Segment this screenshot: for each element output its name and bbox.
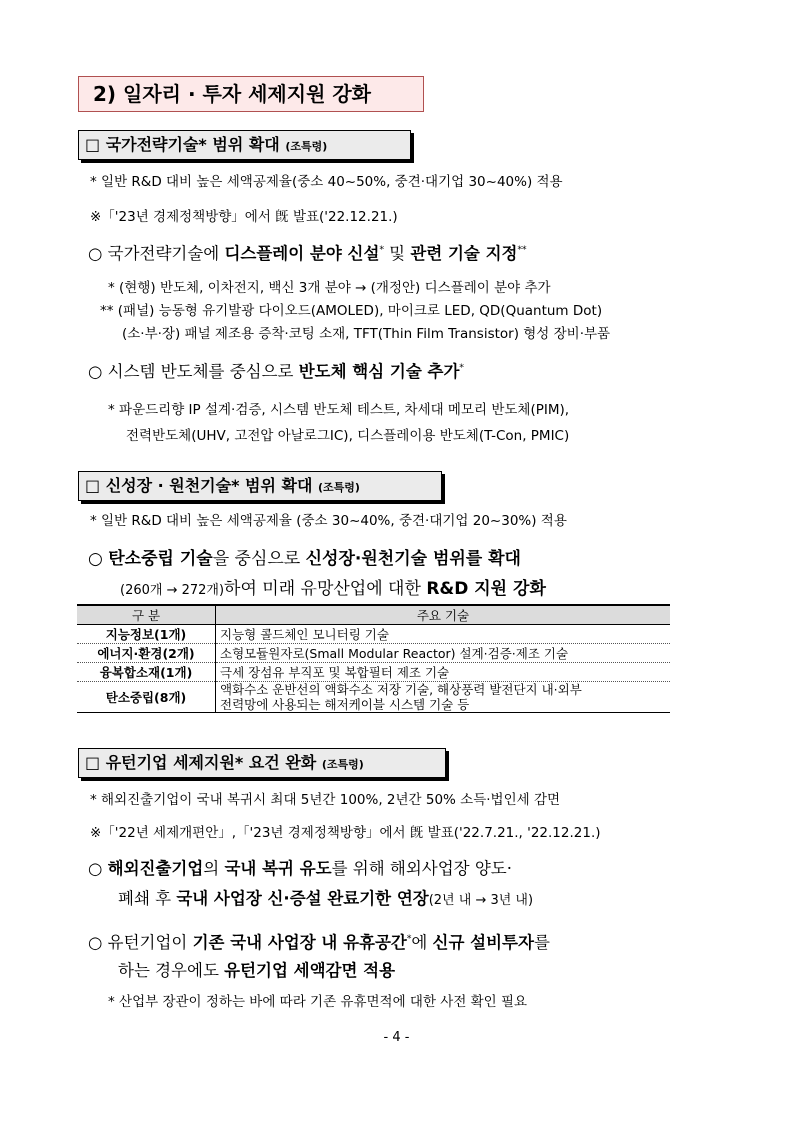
page-title: 2) 일자리 · 투자 세제지원 강화 <box>78 76 424 112</box>
table-cell-category: 탄소중립(8개) <box>77 682 216 713</box>
table-cell-tech: 액화수소 운반선의 액화수소 저장 기술, 해상풍력 발전단지 내·외부 전력망에 사용되는 해저케이블 시스템 기술 등 <box>216 682 671 713</box>
bullet-reshoring-idle-space: ○ 유턴기업이 기존 국내 사업장 내 유휴공간*에 신규 설비투자를 <box>88 933 550 952</box>
bullet-display-field: ○ 국가전략기술에 디스플레이 분야 신설* 및 관련 기술 지정** <box>88 244 527 263</box>
table-header-row <box>77 605 670 625</box>
section-header-reshoring <box>78 748 446 778</box>
table-cell-tech: 극세 장섬유 부직포 및 복합필터 제조 기술 <box>216 663 671 682</box>
tech-table <box>77 604 670 713</box>
table-cell-category: 융복합소재(1개) <box>77 663 216 682</box>
section-header-text: □ 국가전략기술* 범위 확대 <box>85 135 280 154</box>
bullet-reshoring-deadline: ○ 해외진출기업의 국내 복귀 유도를 위해 해외사업장 양도· <box>88 859 512 878</box>
table-row <box>77 625 670 644</box>
section-header-national-strategic-tech <box>78 130 411 160</box>
sub-note: * (현행) 반도체, 이차전지, 백신 3개 분야 → (개정안) 디스플레이 분야 추가 <box>108 280 551 296</box>
table-cell-category: 에너지·환경(2개) <box>77 644 216 663</box>
sub-note: ** (패널) 능동형 유기발광 다이오드(AMOLED), 마이크로 LED, QD(Quantum Dot) <box>100 303 603 319</box>
section-header-text: □ 신성장 · 원천기술* 범위 확대 <box>85 476 313 495</box>
table-header-tech: 주요 기술 <box>216 605 671 625</box>
table-row <box>77 682 670 713</box>
sub-note: * 파운드리향 IP 설계·검증, 시스템 반도체 테스트, 차세대 메모리 반도체(PIM), <box>108 402 570 418</box>
sub-note: 전력반도체(UHV, 고전압 아날로그IC), 디스플레이용 반도체(T-Con, PMIC) <box>126 428 570 444</box>
note: ※「'23년 경제정책방향」에서 旣 발표('22.12.21.) <box>90 209 398 225</box>
table-row <box>77 663 670 682</box>
note: ※「'22년 세제개편안」,「'23년 경제정책방향」에서 旣 발표('22.7.21., '22.12.21.) <box>90 825 601 841</box>
bullet-carbon-neutral-line2: (260개 → 272개)하여 미래 유망산업에 대한 R&D 지원 강화 <box>120 579 546 599</box>
section-header-new-growth-tech <box>78 471 442 501</box>
note: * 해외진출기업이 국내 복귀시 최대 5년간 100%, 2년간 50% 소득·법인세 감면 <box>90 792 561 808</box>
bullet-reshoring-idle-space-line2: 하는 경우에도 유턴기업 세액감면 적용 <box>118 961 396 980</box>
bullet-semiconductor: ○ 시스템 반도체를 중심으로 반도체 핵심 기술 추가* <box>88 362 464 381</box>
section-header-tag: (조특령) <box>285 140 328 153</box>
table-row <box>77 644 670 663</box>
note: * 일반 R&D 대비 높은 세액공제율 (중소 30~40%, 중견·대기업 20~30%) 적용 <box>90 513 567 529</box>
table-cell-category: 지능정보(1개) <box>77 625 216 644</box>
section-header-tag: (조특령) <box>318 481 360 494</box>
section-header-text: □ 유턴기업 세제지원* 요건 완화 <box>85 753 317 772</box>
bullet-reshoring-deadline-line2: 폐쇄 후 국내 사업장 신·증설 완료기한 연장(2년 내 → 3년 내) <box>118 889 534 908</box>
table-cell-tech: 소형모듈원자로(Small Modular Reactor) 설계·검증·제조 기술 <box>216 644 671 663</box>
note: * 일반 R&D 대비 높은 세액공제율(중소 40~50%, 중견·대기업 30~40%) 적용 <box>90 174 563 190</box>
sub-note: (소·부·장) 패널 제조용 증착·코팅 소재, TFT(Thin Film Transistor) 형성 장비·부품 <box>122 326 611 342</box>
sub-note: * 산업부 장관이 정하는 바에 따라 기존 유휴면적에 대한 사전 확인 필요 <box>108 994 528 1010</box>
section-header-tag: (조특령) <box>321 758 364 771</box>
table-header-category: 구 분 <box>77 605 216 625</box>
bullet-carbon-neutral: ○ 탄소중립 기술을 중심으로 신성장·원천기술 범위를 확대 <box>88 549 521 569</box>
table-cell-tech: 지능형 콜드체인 모니터링 기술 <box>216 625 671 644</box>
page-number: - 4 - <box>383 1030 410 1045</box>
